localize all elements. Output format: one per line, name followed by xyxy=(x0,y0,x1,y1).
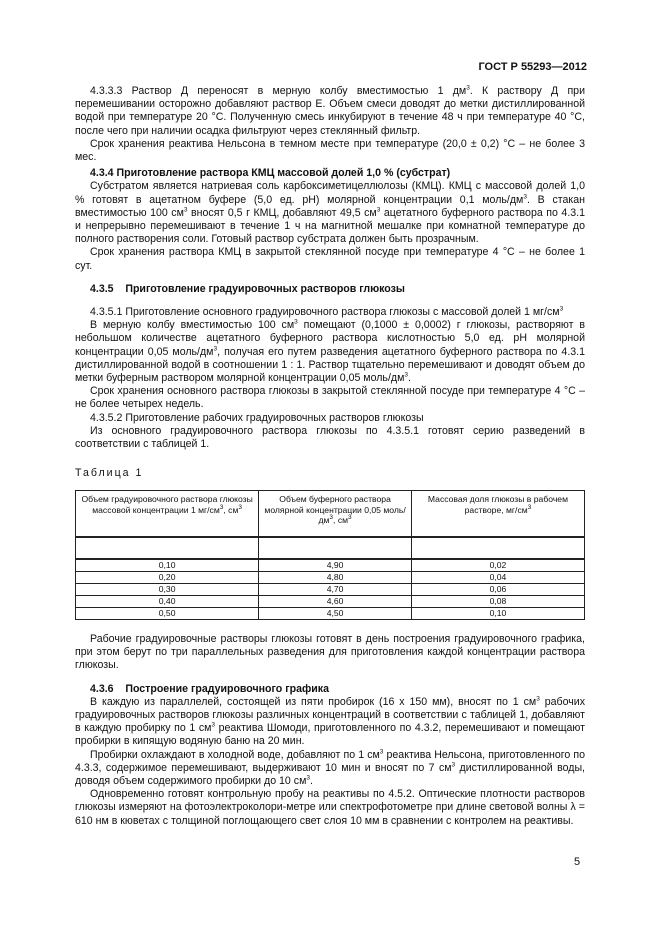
table-cell: 4,60 xyxy=(259,595,412,607)
section-4-3-6-heading: 4.3.6 Построение градуировочного графика xyxy=(90,682,329,695)
paragraph-4-3-5-2: 4.3.5.2 Приготовление рабочих градуировочных растворов глюкозы xyxy=(90,411,424,424)
table-cell: 0,40 xyxy=(76,595,259,607)
table-row xyxy=(76,571,585,583)
table-cell: 4,80 xyxy=(259,571,412,583)
table-cell: 0,10 xyxy=(411,607,584,619)
paragraph-4-3-5-1: 4.3.5.1 Приготовление основного градуировочного раствора глюкозы с массовой долей 1 $мг/см^3$ xyxy=(90,305,564,319)
table-cell: 4,70 xyxy=(259,583,412,595)
table-caption: Таблица 1 xyxy=(75,467,144,480)
table-header-stock-volume: Объем градуировочного раствора глюкозы массовой концентрации 1 $мг/см^3$, $см^3$ xyxy=(76,491,259,537)
table-header-mass-fraction: Массовая доля глюкозы в рабочем растворе, $мг/см^3$ xyxy=(411,491,584,537)
section-4-3-5-heading: 4.3.5 Приготовление градуировочных растворов глюкозы xyxy=(90,282,405,295)
table-cell: 4,90 xyxy=(259,559,412,572)
optical-density-paragraph: Одновременно готовят контрольную пробу на реактивы по 4.5.2. Оптические плотности растворов глюкозы измеряют на фотоэлектроколори-метре или спектрофотометре при длине световой волны λ = 610 нм в кюветах с толщиной поглощающего свет слоя 10 мм в сравнении с контролем на реактивы. xyxy=(75,788,585,827)
table-header-buffer-volume: Объем буферного раствора молярной концентрации 0,05 моль/$дм^3$, $см^3$ xyxy=(259,491,412,537)
cmc-storage-paragraph: Срок хранения раствора КМЦ в закрытой стеклянной посуде при температуре 4 °С – не более 1 сут. xyxy=(75,246,585,272)
document-body xyxy=(75,85,585,828)
table-cell: 0,06 xyxy=(411,583,584,595)
standard-id: ГОСТ Р 55293—2012 xyxy=(478,61,587,73)
table-cell: 0,02 xyxy=(411,559,584,572)
table-row xyxy=(76,559,585,572)
table-cell: 4,50 xyxy=(259,607,412,619)
table-1 xyxy=(75,490,585,620)
cooling-paragraph: Пробирки охлаждают в холодной воде, добавляют по 1 $см^3$ реактива Нельсона, приготовленного по 4.3.3, содержимое перемешивают, выдерживают 10 мин и вносят по 7 $см^3$ дистиллированной воды, доводя объем содержимого пробирки до 10 $см^3$. xyxy=(75,748,585,788)
table-row xyxy=(76,583,585,595)
table-cell: 0,08 xyxy=(411,595,584,607)
paragraph-4-3-3-3: 4.3.3.3 Раствор Д переносят в мерную колбу вместимостью 1 $дм^3$. К раствору Д при перемешивании осторожно добавляют раствор Е. Объем смеси доводят до метки дистиллированной водой при температуре 20 °С. Полученную смесь инкубируют в течение 48 ч при температуре 40 °С, после чего при наличии осадка фильтруют через стеклянный фильтр. xyxy=(75,84,585,137)
table-row xyxy=(76,607,585,619)
table-cell: 0,50 xyxy=(76,607,259,619)
section-4-3-4-heading: 4.3.4 Приготовление раствора КМЦ массовой долей 1,0 % (субстрат) xyxy=(90,167,451,180)
nelson-storage-paragraph: Срок хранения реактива Нельсона в темном месте при температуре (20,0 ± 0,2) °С – не более 3 мес. xyxy=(75,137,585,164)
dilution-series-paragraph: Из основного градуировочного раствора глюкозы по 4.3.5.1 готовят серию разведений в соответствии с таблицей 1. xyxy=(75,424,585,451)
substrate-paragraph: Субстратом является натриевая соль карбоксиметицеллюлозы (КМЦ). КМЦ с массовой долей 1,0 % готовят в ацетатном буфере (5,0 ед. рН) молярной концентрации 0,1 моль/$дм^3$. В стакан вместимостью 100 $см^3$ вносят 0,5 г КМЦ, добавляют 49,5 $см^3$ ацетатного буферного раствора по 4.3.1 и непрерывно перемешивают в течение 1 ч на магнитной мешалке при комнатной температуре до полного растворения соли. Готовый раствор субстрата должен быть прозрачным. xyxy=(75,180,585,246)
table-cell: 0,04 xyxy=(411,571,584,583)
page-number: 5 xyxy=(574,856,581,868)
glucose-storage-paragraph: Срок хранения основного раствора глюкозы в закрытой стеклянной посуде при температуре 4 °С – не более четырех недель. xyxy=(75,385,585,411)
calibration-procedure-paragraph: В каждую из параллелей, состоящей из пяти пробирок (16 х 150 мм), вносят по 1 $см^3$ рабочих градуировочных растворов глюкозы различных концентраций в соответствии с таблицей 1, добавляют в каждую пробирку по 1 $см^3$ реактива Шомоди, приготовленного по 4.3.2, перемешивают и помещают пробирки в кипящую водяную баню на 20 мин. xyxy=(75,695,586,748)
glucose-stock-paragraph: В мерную колбу вместимостью 100 $см^3$ помещают (0,1000 ± 0,0002) г глюкозы, растворяют в небольшом количестве ацетатного буферного раствора кислотностью 5,0 ед. рН молярной концентрации 0,05 моль/$дм^3$, получая его путем разведения ацетатного буферного раствора по 4.3.1 дистиллированной водой в соотношении 1 : 1. Раствор тщательно перемешивают и доводят объем до метки буферным раствором молярной концентрации 0,05 моль/$дм^3$. xyxy=(75,318,585,385)
table-cell: 0,20 xyxy=(76,571,259,583)
table-cell: 0,30 xyxy=(76,583,259,595)
working-solutions-paragraph: Рабочие градуировочные растворы глюкозы готовят в день построения градуировочного графика, при этом берут по три параллельных разведения для приготовления каждой концентрации раствора глюкозы. xyxy=(75,632,585,672)
table-cell: 0,10 xyxy=(76,559,259,572)
table-row xyxy=(76,595,585,607)
